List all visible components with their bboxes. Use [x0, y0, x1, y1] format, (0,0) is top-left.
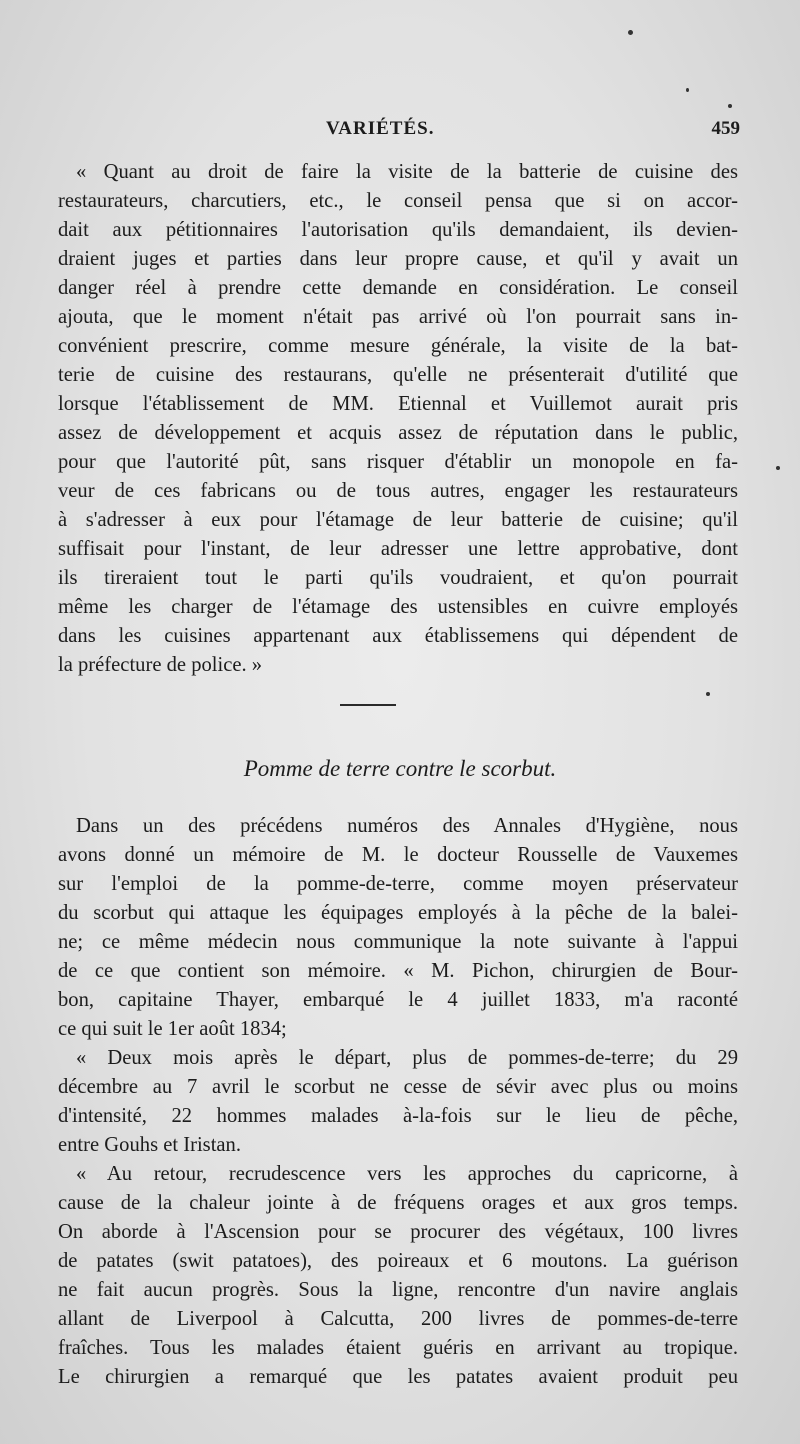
text-line: dans les cuisines appartenant aux établissemens qui dépendent de — [58, 625, 738, 647]
text-line: ajouta, que le moment n'était pas arrivé où l'on pourrait sans in- — [58, 306, 738, 328]
text-line: ne; ce même médecin nous communique la note suivante à l'appui — [58, 931, 738, 953]
text-line: restaurateurs, charcutiers, etc., le conseil pensa que si on accor- — [58, 190, 738, 212]
text-line: d'intensité, 22 hommes malades à-la-fois sur le lieu de pêche, — [58, 1105, 738, 1127]
section-pomme-de-terre — [58, 812, 738, 1392]
section-title: Pomme de terre contre le scorbut. — [243, 756, 557, 781]
section-divider — [340, 704, 396, 706]
paragraph-quant-au-droit — [58, 158, 738, 680]
text-line: fraîches. Tous les malades étaient guéris en arrivant au tropique. — [58, 1337, 738, 1359]
text-line: ne fait aucun progrès. Sous la ligne, rencontre d'un navire anglais — [58, 1279, 738, 1301]
text-line: Le chirurgien a remarqué que les patates avaient produit peu — [58, 1366, 738, 1388]
text-line: convénient prescrire, comme mesure générale, la visite de la bat- — [58, 335, 738, 357]
text-line: Dans un des précédens numéros des Annales d'Hygiène, nous — [76, 815, 738, 837]
text-line: danger réel à prendre cette demande en considération. Le conseil — [58, 277, 738, 299]
text-line: « Au retour, recrudescence vers les approches du capricorne, à — [76, 1163, 738, 1185]
text-line: avons donné un mémoire de M. le docteur Rousselle de Vauxemes — [58, 844, 738, 866]
text-line: draient juges et parties dans leur propre cause, et qu'il y avait un — [58, 248, 738, 270]
text-line: suffisait pour l'instant, de leur adresser une lettre approbative, dont — [58, 538, 738, 560]
paragraph-deux-mois-apres — [58, 1044, 738, 1160]
text-line: ils tireraient tout le parti qu'ils voudraient, et qu'on pourrait — [58, 567, 738, 589]
text-line: terie de cuisine des restaurans, qu'elle ne présenterait d'utilité que — [58, 364, 738, 386]
text-line: lorsque l'établissement de MM. Etiennal et Vuillemot aurait pris — [58, 393, 738, 415]
text-line: cause de la chaleur jointe à de fréquens orages et aux gros temps. — [58, 1192, 738, 1214]
text-line: On aborde à l'Ascension pour se procurer des végétaux, 100 livres — [58, 1221, 738, 1243]
paragraph-au-retour — [58, 1160, 738, 1392]
page-number: 459 — [711, 118, 740, 139]
text-line: sur l'emploi de la pomme-de-terre, comme moyen préservateur — [58, 873, 738, 895]
paragraph-dans-un-des-precedens — [58, 812, 738, 1044]
text-line: du scorbut qui attaque les équipages employés à la pêche de la balei- — [58, 902, 738, 924]
text-line: allant de Liverpool à Calcutta, 200 livres de pommes-de-terre — [58, 1308, 738, 1330]
text-line: assez de développement et acquis assez de réputation dans le public, — [58, 422, 738, 444]
text-line: dait aux pétitionnaires l'autorisation qu'ils demandaient, ils devien- — [58, 219, 738, 241]
text-line: pour que l'autorité pût, sans risquer d'établir un monopole en fa- — [58, 451, 738, 473]
text-line: bon, capitaine Thayer, embarqué le 4 juillet 1833, m'a raconté — [58, 989, 738, 1011]
page-header — [60, 118, 740, 144]
text-line: veur de ces fabricans ou de tous autres, engager les restaurateurs — [58, 480, 738, 502]
text-line: de patates (swit patatoes), des poireaux et 6 moutons. La guérison — [58, 1250, 738, 1272]
running-title: VARIÉTÉS. — [326, 118, 435, 139]
text-line: même les charger de l'étamage des ustensibles en cuivre employés — [58, 596, 738, 618]
text-line: ce qui suit le 1er août 1834; — [58, 1018, 287, 1040]
text-line: la préfecture de police. » — [58, 654, 263, 676]
text-line: « Quant au droit de faire la visite de la batterie de cuisine des — [76, 161, 738, 183]
text-line: décembre au 7 avril le scorbut ne cesse de sévir avec plus ou moins — [58, 1076, 738, 1098]
text-line: à s'adresser à eux pour l'étamage de leur batterie de cuisine; qu'il — [58, 509, 738, 531]
text-line: de ce que contient son mémoire. « M. Pichon, chirurgien de Bour- — [58, 960, 738, 982]
text-line: entre Gouhs et Iristan. — [58, 1134, 242, 1156]
text-line: « Deux mois après le départ, plus de pommes-de-terre; du 29 — [76, 1047, 738, 1069]
